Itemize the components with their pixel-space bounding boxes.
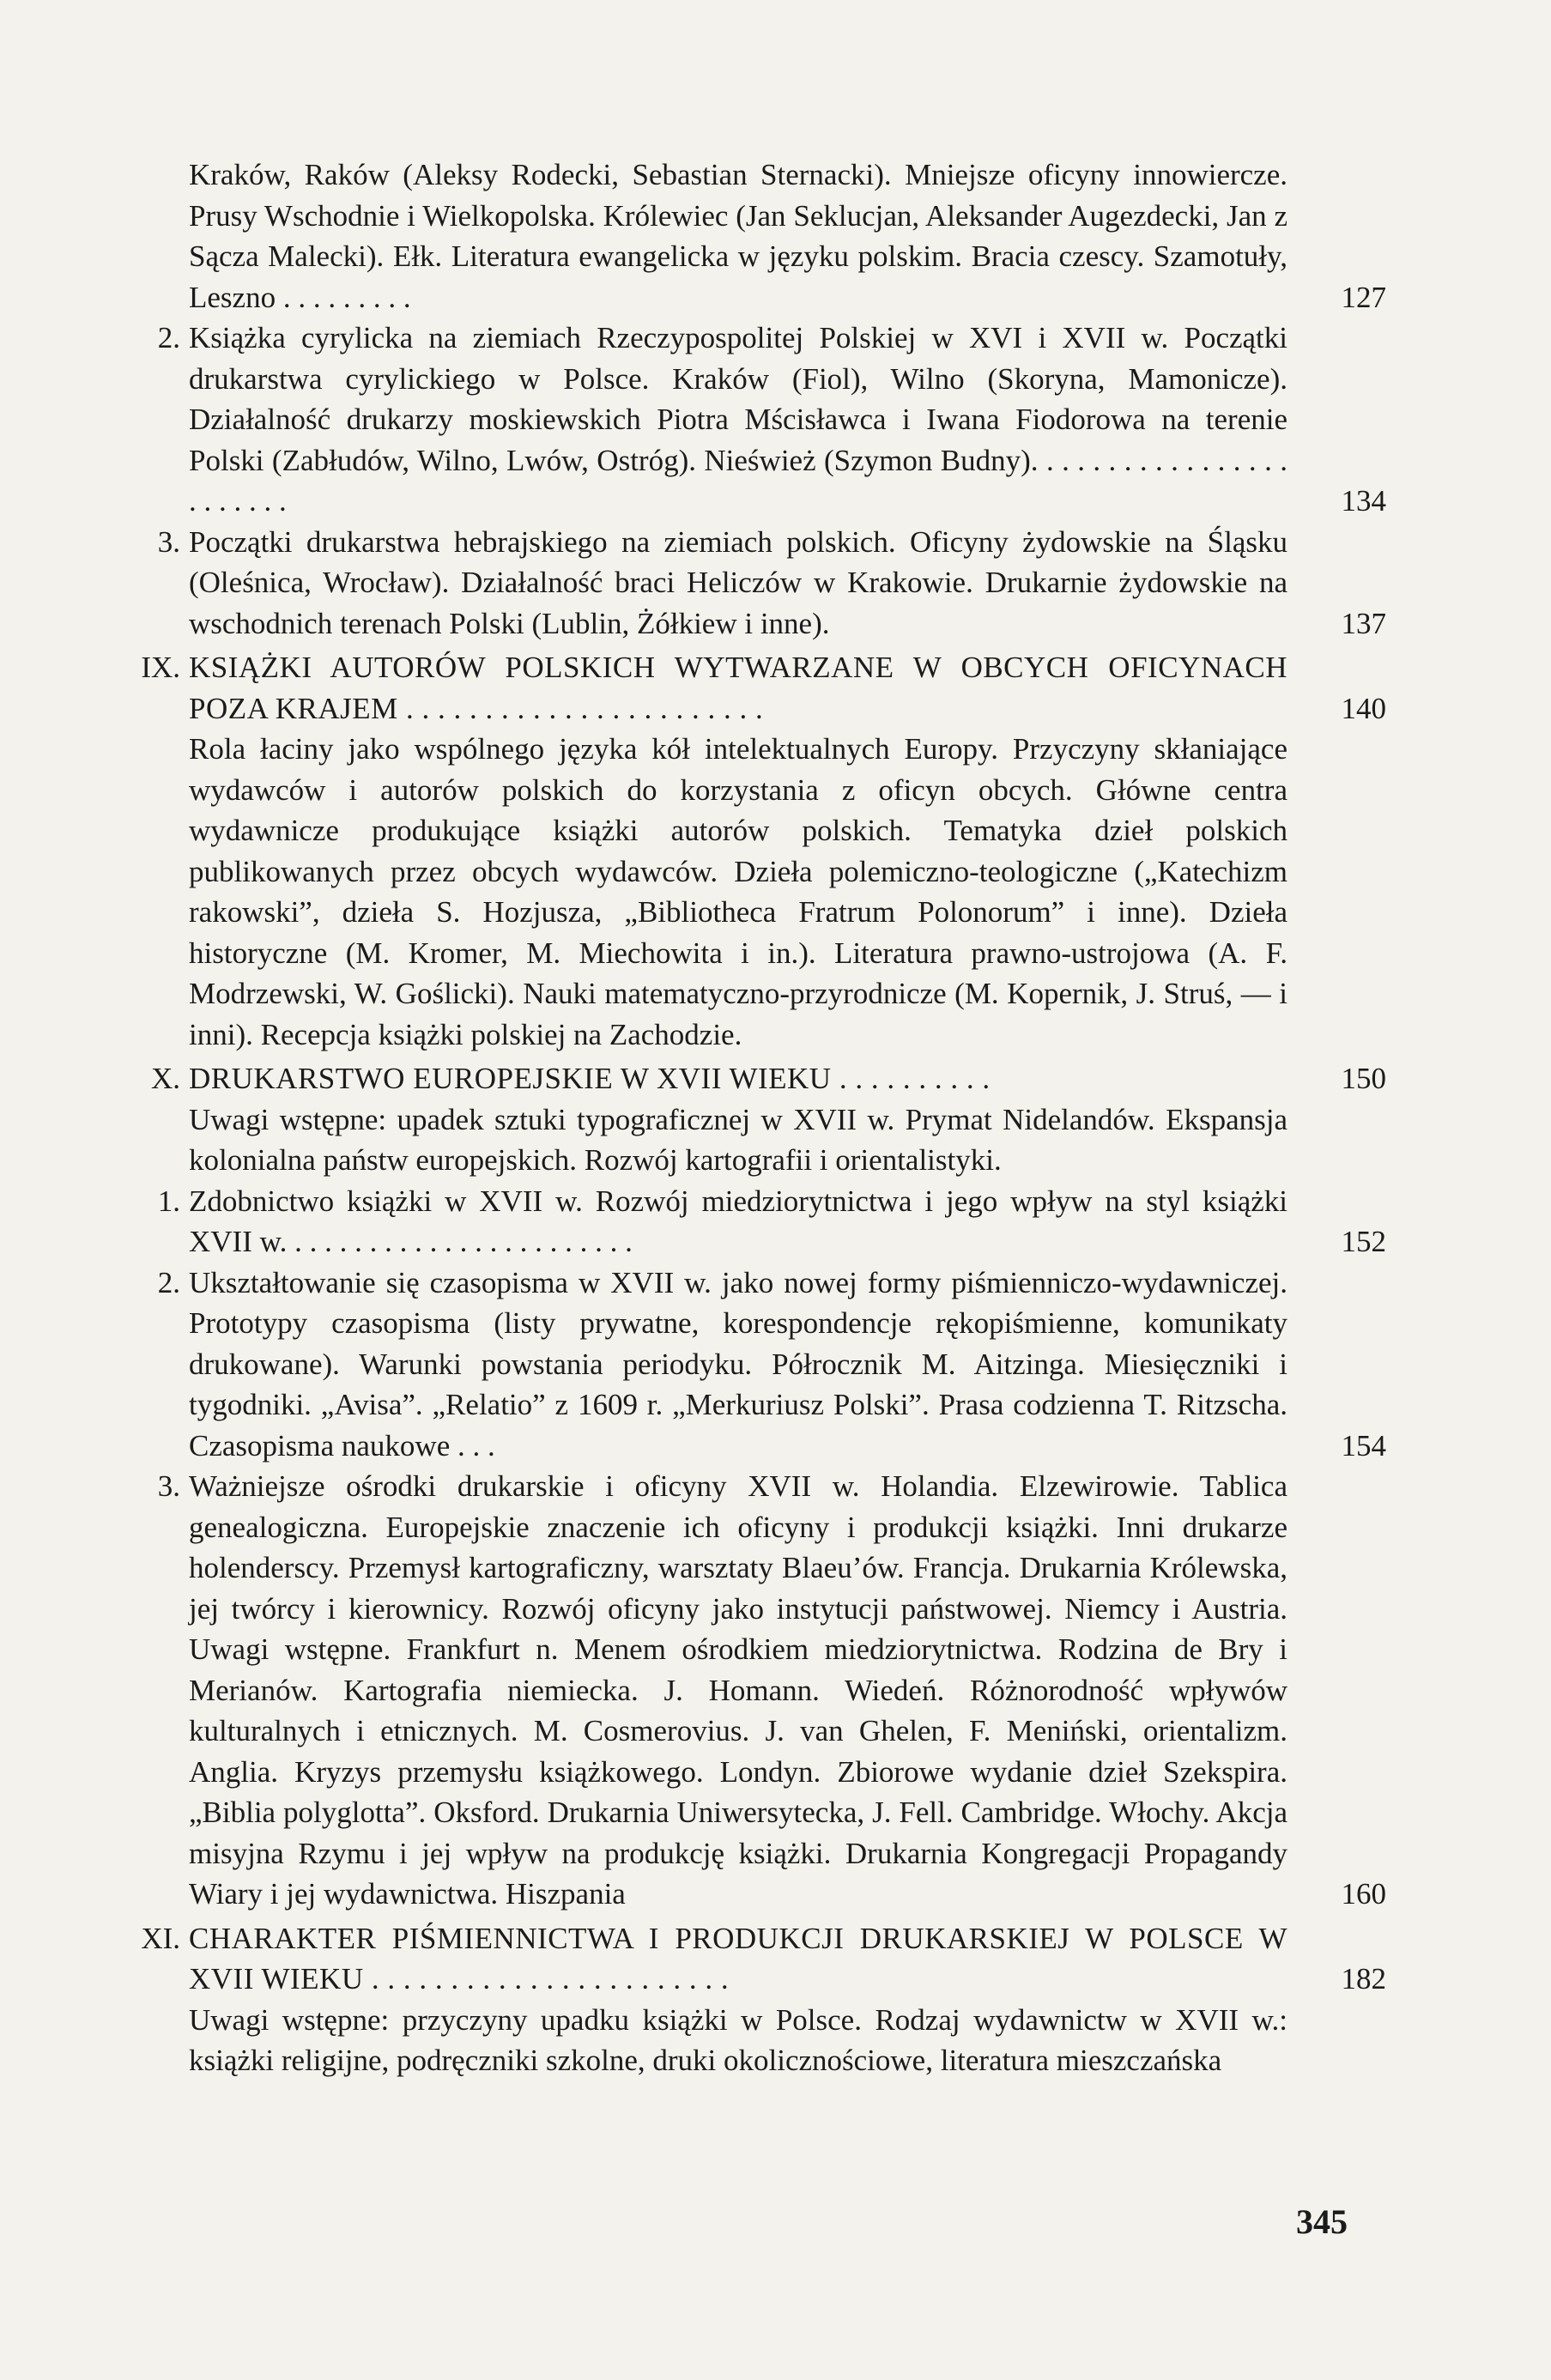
- entry-text: Kraków, Raków (Aleksy Rodecki, Sebastian Sternacki). Mniejsze oficyny innowiercze. Prusy Wschodnie i Wielkopolska. Królewiec (Jan Seklucjan, Aleksander Augezdecki, Jan z Sącza Malecki). Ełk. Literatura ewangelicka w języku polskim. Bracia czescy. Szamotuły, Leszno . . . . . . . . .: [189, 158, 1287, 314]
- page-ref: 182: [1341, 1962, 1386, 1995]
- section-number: 2.: [157, 321, 180, 354]
- chapter-title: KSIĄŻKI AUTORÓW POLSKICH WYTWARZANE W OBCYCH OFICYNACH POZA KRAJEM . . . . . . . . . . . . . . . . . . . . . . .: [189, 651, 1287, 725]
- toc-entry: [129, 1263, 1433, 1467]
- chapter-title: DRUKARSTWO EUROPEJSKIE W XVII WIEKU . . . . . . . . . .: [189, 1062, 991, 1095]
- section-number: 3.: [157, 524, 180, 559]
- chapter-heading: [129, 647, 1433, 729]
- page-ref: 134: [1341, 484, 1386, 518]
- toc-entry: [129, 318, 1433, 522]
- entry-text: Ważniejsze ośrodki drukarskie i oficyny XVII w. Holandia. Elzewirowie. Tablica genealogiczna. Europejskie znaczenie ich oficyny i produkcji książki. Inni drukarze holenderscy. Przemysł kartograficzny, warsztaty Blaeu’ów. Francja. Drukarnia Królewska, jej twórcy i kierownicy. Rozwój oficyny jako instytucji państwowej. Niemcy i Austria. Uwagi wstępne. Frankfurt n. Menem ośrodkiem miedziorytnictwa. Rodzina de Bry i Merianów. Kartografia niemiecka. J. Homann. Wiedeń. Różnorodność wpływów kulturalnych i etnicznych. M. Cosmerovius. J. van Ghelen, F. Meniński, orientalizm. Anglia. Kryzys przemysłu książkowego. Londyn. Zbiorowe wydanie dzieł Szekspira. „Biblia polyglotta”. Oksford. Drukarnia Uniwersytecka, J. Fell. Cambridge. Włochy. Akcja misyjna Rzymu i jej wpływ na produkcję książki. Drukarnia Kongregacji Propagandy Wiary i jej wydawnictwa. Hiszpania: [189, 1469, 1287, 1911]
- section-number: 3.: [157, 1469, 180, 1503]
- chapter-summary: Rola łaciny jako wspólnego języka kół intelektualnych Europy. Przyczyny skłaniające wydawców i autorów polskich do korzystania z oficyn obcych. Główne centra wydawnicze produkujące książki autorów polskich. Tematyka dzieł polskich publikowanych przez obcych wydawców. Dzieła polemiczno-teologiczne („Katechizm rakowski”, dzieła S. Hozjusza, „Bibliotheca Fratrum Polonorum” i inne). Dzieła historyczne (M. Kromer, M. Miechowita i in.). Literatura prawno-ustrojowa (A. F. Modrzewski, W. Goślicki). Nauki matematyczno-przyrodnicze (M. Kopernik, J. Struś, — i inni). Recepcja książki polskiej na Zachodzie.: [189, 732, 1287, 1051]
- page-ref: 152: [1341, 1225, 1386, 1258]
- toc-entry: [129, 154, 1433, 318]
- chapter-heading: [129, 1058, 1433, 1099]
- chapter-summary-row: [129, 1099, 1433, 1181]
- chapter-number: X.: [150, 1062, 180, 1095]
- toc-entry: [129, 1466, 1433, 1915]
- toc-entry: [129, 522, 1433, 645]
- chapter-summary: Uwagi wstępne: upadek sztuki typograficznej w XVII w. Prymat Nidelandów. Ekspansja kolonialna państw europejskich. Rozwój kartografii i orientalistyki.: [189, 1102, 1287, 1177]
- chapter-title: CHARAKTER PIŚMIENNICTWA I PRODUKCJI DRUKARSKIEJ W POLSCE W XVII WIEKU . . . . . . . . . . . . . . . . . . . . . . .: [189, 1921, 1287, 1995]
- entry-text: Ukształtowanie się czasopisma w XVII w. jako nowej formy piśmienniczo-wydawniczej. Prototypy czasopisma (listy prywatne, korespondencje rękopiśmienne, komunikaty drukowane). Warunki powstania periodyku. Półrocznik M. Aitzinga. Miesięczniki i tygodniki. „Avisa”. „Relatio” z 1609 r. „Merkuriusz Polski”. Prasa codzienna T. Ritzscha. Czasopisma naukowe . . .: [189, 1265, 1287, 1463]
- chapter-summary: Uwagi wstępne: przyczyny upadku książki w Polsce. Rodzaj wydawnictw w XVII w.: książki religijne, podręczniki szkolne, druki okolicznościowe, literatura mieszczańska: [189, 2002, 1287, 2077]
- entry-text: Książka cyrylicka na ziemiach Rzeczypospolitej Polskiej w XVI i XVII w. Początki drukarstwa cyrylickiego w Polsce. Kraków (Fiol), Wilno (Skoryna, Mamonicze). Działalność drukarzy moskiewskich Piotra Mścisławca i Iwana Fiodorowa na terenie Polski (Zabłudów, Wilno, Lwów, Ostróg). Nieśwież (Szymon Budny). . . . . . . . . . . . . . . . . . . . . . . .: [189, 321, 1287, 518]
- chapter-heading: [129, 1918, 1433, 2000]
- page-ref: 137: [1341, 606, 1386, 640]
- section-number: 1.: [157, 1184, 180, 1218]
- page-number: 345: [1296, 2202, 1348, 2241]
- page-ref: 127: [1341, 280, 1386, 314]
- chapter-number: IX.: [141, 651, 180, 684]
- page-ref: 154: [1341, 1428, 1386, 1463]
- chapter-summary-row: [129, 729, 1433, 1055]
- toc-entry: [129, 1181, 1433, 1263]
- section-number: 2.: [157, 1265, 180, 1299]
- page-ref: 150: [1341, 1062, 1386, 1095]
- entry-text: Zdobnictwo książki w XVII w. Rozwój miedziorytnictwa i jego wpływ na styl książki XVII w. . . . . . . . . . . . . . . . . . . . . . . .: [189, 1184, 1287, 1258]
- table-of-contents: [129, 154, 1433, 2081]
- chapter-summary-row: [129, 2000, 1433, 2081]
- entry-text: Początki drukarstwa hebrajskiego na ziemiach polskich. Oficyny żydowskie na Śląsku (Oleśnica, Wrocław). Działalność braci Heliczów w Krakowie. Drukarnie żydowskie na wschodnich terenach Polski (Lublin, Żółkiew i inne).: [189, 524, 1287, 640]
- chapter-number: XI.: [141, 1921, 180, 1955]
- page-ref: 160: [1341, 1877, 1386, 1911]
- page-ref: 140: [1341, 691, 1386, 725]
